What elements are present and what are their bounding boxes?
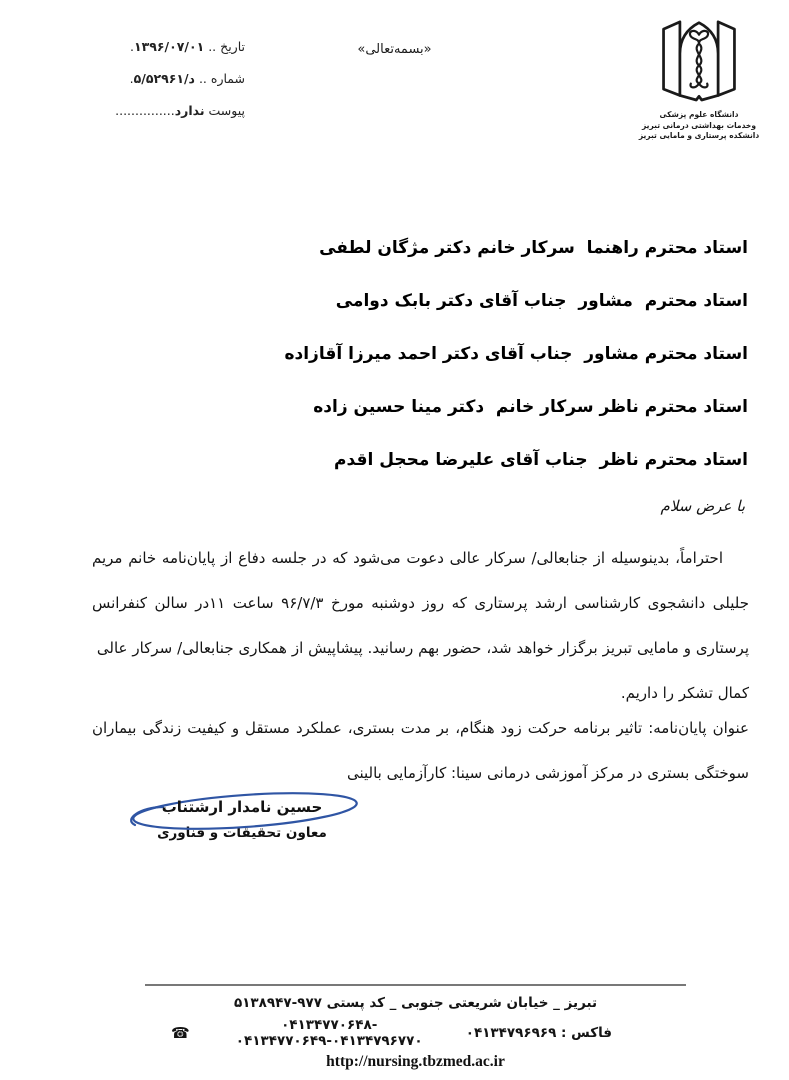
postal-code: ۵۱۳۸۹۴۷-۹۷۷ (233, 995, 322, 1011)
number-trail-dot: . (129, 71, 134, 86)
attachment-dots: ............... (115, 103, 175, 118)
thesis-title-paragraph: عنوان پایان‌نامه: تاثیر برنامه حرکت زود هنگام، بر مدت بستری، عملکرد مستقل و کیفیت زندگی بیماران سوختگی بستری در مرکز آموزشی درمانی سینا: کارآزمایی بالینی (92, 719, 749, 782)
fax-group (466, 1025, 612, 1041)
number-field (60, 68, 245, 89)
footer-address (145, 995, 686, 1011)
signer-title: معاون تحقیقات و فناوری (157, 825, 327, 841)
recipients-block (284, 236, 748, 501)
number-leader-dots: .. (198, 71, 207, 86)
university-logo (626, 10, 772, 142)
fax-label: فاکس : (561, 1025, 612, 1041)
logo-text-line: دانشکده پرستاری و مامایی تبریز (638, 130, 760, 141)
salutation-text: با عرض سلام (660, 497, 745, 515)
signature-block (128, 797, 356, 841)
phone-numbers: ۰۴۱۳۴۷۷۰۶۴۸- ۰۴۱۳۴۷۷۰۶۴۹-۰۴۱۳۴۷۹۶۷۷۰ (235, 1017, 423, 1049)
logo-text-line: وخدمات بهداشتی درمانی تبریز (642, 120, 756, 130)
letterhead-footer (145, 984, 686, 1071)
address-text: تبریز _ خیابان شریعتی جنوبی _ کد پستی (326, 995, 598, 1011)
recipient-line-examiner-1: استاد محترم ناظر سرکار خانم دکتر مینا حسین زاده (313, 397, 748, 417)
besmellah-text: «بسمه‌تعالی» (357, 42, 432, 57)
fax-number: ۰۴۱۳۴۷۹۶۹۶۹ (465, 1025, 557, 1041)
recipient-line-advisor-1: استاد محترم مشاور جناب آقای دکتر بابک دوامی (335, 291, 748, 311)
date-value: ۱۳۹۶/۰۷/۰۱ (134, 39, 205, 54)
recipient-line-advisor-2: استاد محترم مشاور جناب آقای دکتر احمد میرزا آقازاده (284, 344, 748, 364)
logo-text-line: دانشگاه علوم پزشکی (659, 109, 739, 120)
website-url: http://nursing.tbzmed.ac.ir (326, 1053, 505, 1070)
number-value: ۵/د/۵۲۹۶۱ (133, 71, 195, 86)
phone-numbers-group (171, 1017, 466, 1049)
number-label: شماره (210, 71, 245, 86)
date-leader-dots: .. (208, 39, 217, 54)
attachment-field (60, 100, 245, 121)
recipient-line-examiner-2: استاد محترم ناظر جناب آقای علیرضا محجل اقدم (334, 450, 748, 470)
attachment-value: ندارد (174, 103, 205, 118)
date-label: تاریخ (220, 39, 245, 54)
signer-name: حسین نامدار ارشتناب (161, 798, 323, 816)
open-book-dna-icon (649, 10, 749, 110)
attachment-label: پیوست (208, 103, 245, 118)
recipient-line-supervisor: استاد محترم راهنما سرکار خانم دکتر مژگان لطفی (319, 238, 748, 258)
footer-contacts (145, 1017, 686, 1049)
phone-icon: ☎ (171, 1023, 190, 1042)
invitation-paragraph: احتراماً، بدینوسیله از جنابعالی/ سرکار عالی دعوت می‌شود که در جلسه دفاع از پایان‌نامه خانم مریم جلیلی دانشجوی کارشناسی ارشد پرستاری که روز دوشنبه مورخ ۹۶/۷/۳ ساعت ۱۱در سالن کنفرانس پرستاری و مامایی تبریز برگزار خواهد شد، حضور بهم رسانید. پیشاپیش از همکاری جنابعالی/ سرکار عالی کمال تشکر را داریم. (92, 549, 749, 702)
date-trail-dot: . (130, 39, 135, 54)
